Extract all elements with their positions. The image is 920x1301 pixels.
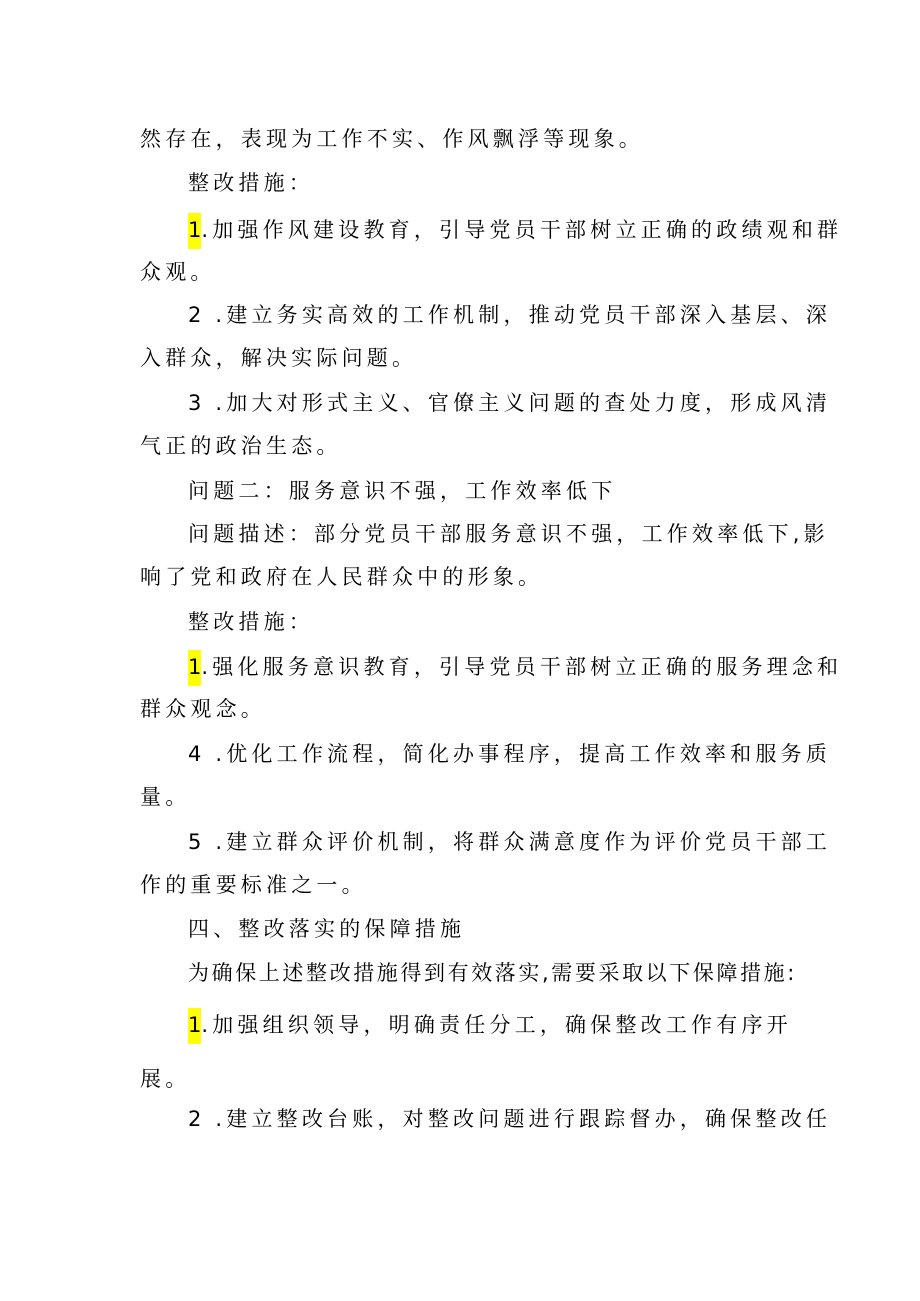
line-text: 然存在，表现为工作不实、作风飘浮等现象。 <box>140 127 644 151</box>
paragraph-line <box>140 343 417 373</box>
section-heading <box>188 168 314 198</box>
line-text: 整改措施： <box>188 610 314 634</box>
highlighted-item-number: 1 <box>188 213 201 249</box>
paragraph-line <box>140 257 216 287</box>
list-item <box>188 213 842 249</box>
list-item <box>188 650 842 686</box>
list-item <box>188 388 831 418</box>
line-text: .加强组织领导，明确责任分工，确保整改工作有序开 <box>201 1013 792 1037</box>
line-text: 问题描述：部分党员干部服务意识不强，工作效率低下,影 <box>188 522 829 546</box>
section-heading <box>188 476 616 506</box>
item-number: 2 <box>188 303 202 327</box>
paragraph-line <box>140 870 367 900</box>
line-text: 作的重要标准之一。 <box>140 873 367 897</box>
paragraph-line <box>140 124 644 154</box>
highlighted-item-number: 1 <box>188 1008 201 1044</box>
line-text: .强化服务意识教育，引导党员干部树立正确的服务理念和 <box>201 655 843 679</box>
line-text: .加大对形式主义、官僚主义问题的查处力度，形成风清 <box>215 391 832 415</box>
line-text: 问题二：服务意识不强，工作效率低下 <box>188 479 617 503</box>
line-text: .建立务实高效的工作机制，推动党员干部深入基层、深 <box>215 303 832 327</box>
list-item <box>188 300 831 330</box>
paragraph-line <box>188 958 797 988</box>
line-text: 为确保上述整改措施得到有效落实,需要采取以下保障措施: <box>188 961 797 985</box>
line-text: 四、整改落实的保障措施 <box>188 917 466 941</box>
paragraph-line <box>140 431 342 461</box>
line-text: 气正的政治生态。 <box>140 434 342 458</box>
list-item <box>188 739 831 769</box>
line-text: .建立群众评价机制，将群众满意度作为评价党员干部工 <box>215 830 832 854</box>
highlighted-item-number: 1 <box>188 650 201 686</box>
item-number: 5 <box>188 830 202 854</box>
line-text: 群众观念。 <box>140 697 266 721</box>
paragraph-line <box>140 562 543 592</box>
list-item <box>188 1008 792 1044</box>
line-text: 展。 <box>140 1067 191 1091</box>
item-number: 4 <box>188 742 202 766</box>
line-text: 入群众，解决实际问题。 <box>140 346 418 370</box>
item-number: 2 <box>188 1107 202 1131</box>
paragraph-line <box>140 694 266 724</box>
paragraph-line <box>140 782 190 812</box>
line-text: .优化工作流程，简化办事程序，提高工作效率和服务质 <box>215 742 832 766</box>
line-text: 整改措施： <box>188 171 314 195</box>
line-text: 响了党和政府在人民群众中的形象。 <box>140 565 544 589</box>
section-heading <box>188 607 314 637</box>
line-text: 量。 <box>140 785 191 809</box>
list-item <box>188 1104 831 1134</box>
list-item <box>188 827 831 857</box>
paragraph-line <box>140 1064 190 1094</box>
line-text: .加强作风建设教育，引导党员干部树立正确的政绩观和群 <box>201 218 843 242</box>
section-heading <box>188 914 465 944</box>
item-number: 3 <box>188 391 202 415</box>
line-text: 众观。 <box>140 260 216 284</box>
line-text: .建立整改台账，对整改问题进行跟踪督办，确保整改任 <box>215 1107 832 1131</box>
paragraph-line <box>188 519 829 549</box>
